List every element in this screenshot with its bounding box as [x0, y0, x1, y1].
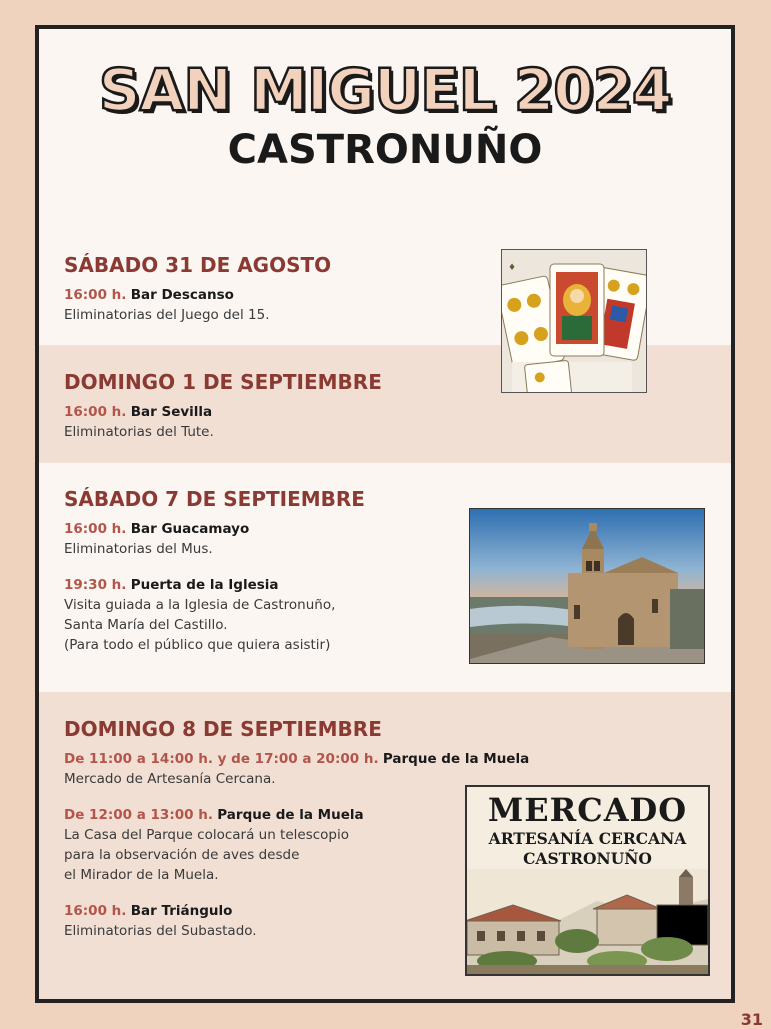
- page-number: 31: [740, 1010, 763, 1029]
- event-time: De 11:00 a 14:00 h. y de 17:00 a 20:00 h.: [64, 751, 379, 767]
- section-domingo-8-septiembre: [64, 717, 529, 941]
- event-place: Bar Guacamayo: [130, 521, 250, 537]
- playing-cards-illustration: [502, 250, 647, 393]
- event: [64, 575, 365, 655]
- event-desc: Visita guiada a la Iglesia de Castronuño,: [64, 597, 336, 613]
- event-time: 16:00 h.: [64, 287, 127, 303]
- mercado-poster: [465, 785, 710, 976]
- event-place: Puerta de la Iglesia: [130, 577, 279, 593]
- day-heading: SÁBADO 31 DE AGOSTO: [64, 253, 332, 277]
- page-subtitle: CASTRONUÑO: [227, 127, 543, 173]
- program-frame: [35, 25, 735, 1003]
- event-desc: Eliminatorias del Subastado.: [64, 923, 257, 939]
- poster-place: CASTRONUÑO: [523, 849, 652, 868]
- event-place: Parque de la Muela: [217, 807, 364, 823]
- event-place: Bar Triángulo: [130, 903, 233, 919]
- event: [64, 402, 382, 442]
- day-heading: DOMINGO 1 DE SEPTIEMBRE: [64, 370, 382, 394]
- poster-title: MERCADO: [487, 791, 688, 829]
- event-time: 16:00 h.: [64, 404, 127, 420]
- section-sabado-31-agosto: [64, 253, 331, 325]
- event-desc: Eliminatorias del Tute.: [64, 424, 214, 440]
- day-heading: DOMINGO 8 DE SEPTIEMBRE: [64, 717, 382, 741]
- event-desc: Mercado de Artesanía Cercana.: [64, 771, 276, 787]
- event-desc: el Mirador de la Muela.: [64, 867, 219, 883]
- playing-cards-image: [501, 249, 647, 393]
- event-desc: La Casa del Parque colocará un telescopio: [64, 827, 349, 843]
- page-title: SAN MIGUEL 2024: [98, 56, 672, 124]
- village-illustration: [467, 869, 708, 974]
- event-time: 19:30 h.: [64, 577, 127, 593]
- event-place: Bar Sevilla: [130, 404, 213, 420]
- church-photo: [469, 508, 705, 664]
- event-desc: Santa María del Castillo.: [64, 617, 228, 633]
- event-desc: Eliminatorias del Juego del 15.: [64, 307, 270, 323]
- svg-text:♦: ♦: [508, 263, 517, 273]
- church-illustration: [470, 509, 705, 664]
- section-domingo-1-septiembre: [64, 370, 382, 442]
- event-time: 16:00 h.: [64, 521, 127, 537]
- event-desc: Eliminatorias del Mus.: [64, 541, 213, 557]
- event-time: 16:00 h.: [64, 903, 127, 919]
- event: [64, 285, 331, 325]
- event-desc: para la observación de aves desde: [64, 847, 300, 863]
- event: [64, 749, 529, 789]
- event: [64, 901, 529, 941]
- poster-subtitle: ARTESANÍA CERCANA: [488, 829, 687, 848]
- event-place: Bar Descanso: [130, 287, 234, 303]
- event: [64, 519, 365, 559]
- section-sabado-7-septiembre: [64, 487, 365, 655]
- event: [64, 805, 529, 885]
- event-place: Parque de la Muela: [382, 751, 530, 767]
- event-desc: (Para todo el público que quiera asistir): [64, 637, 331, 653]
- day-heading: SÁBADO 7 DE SEPTIEMBRE: [64, 487, 365, 511]
- event-time: De 12:00 a 13:00 h.: [64, 807, 213, 823]
